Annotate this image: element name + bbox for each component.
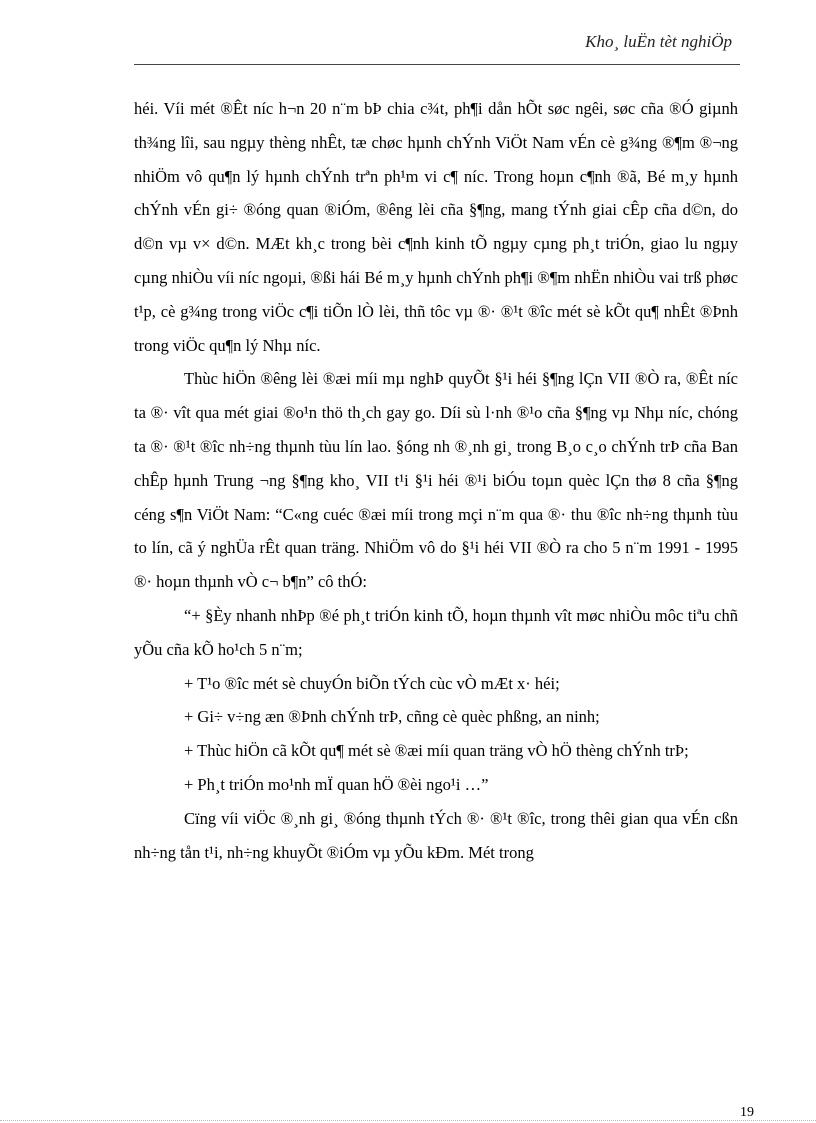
- quote-item: “+ §Èy nhanh nhÞp ®é ph¸t triÓn kinh tÕ, hoµn thµnh vît møc nhiÒu môc tiªu chñ yÕu cña kÕ ho¹ch 5 n¨m;: [134, 605, 738, 659]
- quote-item: + Ph¸t triÓn mo¹nh mÏ quan hÖ ®èi ngo¹i …”: [184, 774, 489, 794]
- footer-rule: [0, 1120, 816, 1121]
- paragraph-continuation: héi. Víi mét ®Êt níc h¬n 20 n¨m bÞ chia c¾t, ph¶i dån hÕt søc ngêi, søc cña ®Ó giµnh th¾ng lîi, sau ngµy thèng nhÊt, tæ chøc hµnh chÝnh ViÖt Nam vÉn cè g¾ng ®¶m ®¬ng nhiÖm vô qu¶n lý hµnh chÝnh trªn ph¹m vi c¶ níc. Trong hoµn c¶nh ®ã, Bé m¸y hµnh chÝnh vÉn gi÷ ®óng quan ®iÓm, ®êng lèi cña §¶ng, mang tÝnh giai cÊp cña d©n, do d©n vµ v× d©n. MÆt kh¸c trong bèi c¶nh kinh tÕ ngµy cµng ph¸t triÓn, giao lu ngµy cµng nhiÒu víi níc ngoµi, ®ßi hái Bé m¸y hµnh chÝnh ph¶i ®¶m nhËn nhiÒu vai trß phøc t¹p, cè g¾ng trong viÖc c¶i tiÕn lÒ lèi, thñ tôc vµ ®· ®¹t ®îc mét sè kÕt qu¶ nhÊt ®Þnh trong viÖc qu¶n lý Nhµ níc.: [134, 99, 738, 355]
- document-body: [134, 92, 738, 869]
- paragraph: Thùc hiÖn ®êng lèi ®æi míi mµ nghÞ quyÕt §¹i héi §¶ng lÇn VII ®Ò ra, ®Êt níc ta ®· vît qua mét giai ®o¹n thö th¸ch gay go. Díi sù l·nh ®¹o cña §¶ng vµ Nhµ níc, chóng ta ®· ®¹t ®îc nh÷ng thµnh tùu lín lao. §óng nh ®¸nh gi¸ trong B¸o c¸o chÝnh trÞ cña Ban chÊp hµnh Trung ¬ng §¶ng kho¸ VII t¹i §¹i héi ®¹i biÓu toµn quèc lÇn thø 8 cña §¶ng céng s¶n ViÖt Nam: “C«ng cuéc ®æi míi trong mçi n¨m qua ®· thu ®îc nh÷ng thµnh tùu to lín, cã ý nghÜa rÊt quan träng. NhiÖm vô do §¹i héi VII ®Ò ra cho 5 n¨m 1991 - 1995 ®· hoµn thµnh vÒ c¬ b¶n” cô thÓ:: [134, 369, 738, 592]
- header-rule: [134, 64, 740, 65]
- running-header: Kho¸ luËn tèt nghiÖp: [585, 32, 732, 51]
- quote-item: + Gi÷ v÷ng æn ®Þnh chÝnh trÞ, cñng cè quèc phßng, an ninh;: [184, 707, 600, 727]
- quote-item: + Thùc hiÖn cã kÕt qu¶ mét sè ®æi míi quan träng vÒ hÖ thèng chÝnh trÞ;: [184, 741, 689, 761]
- quote-item: + T¹o ®îc mét sè chuyÓn biÕn tÝch cùc vÒ mÆt x· héi;: [184, 673, 560, 693]
- page-number: 19: [740, 1105, 754, 1120]
- paragraph: Cïng víi viÖc ®¸nh gi¸ ®óng thµnh tÝch ®· ®¹t ®îc, trong thêi gian qua vÉn cßn nh÷ng tån t¹i, nh÷ng khuyÕt ®iÓm vµ yÕu kÐm. Mét trong: [134, 808, 738, 862]
